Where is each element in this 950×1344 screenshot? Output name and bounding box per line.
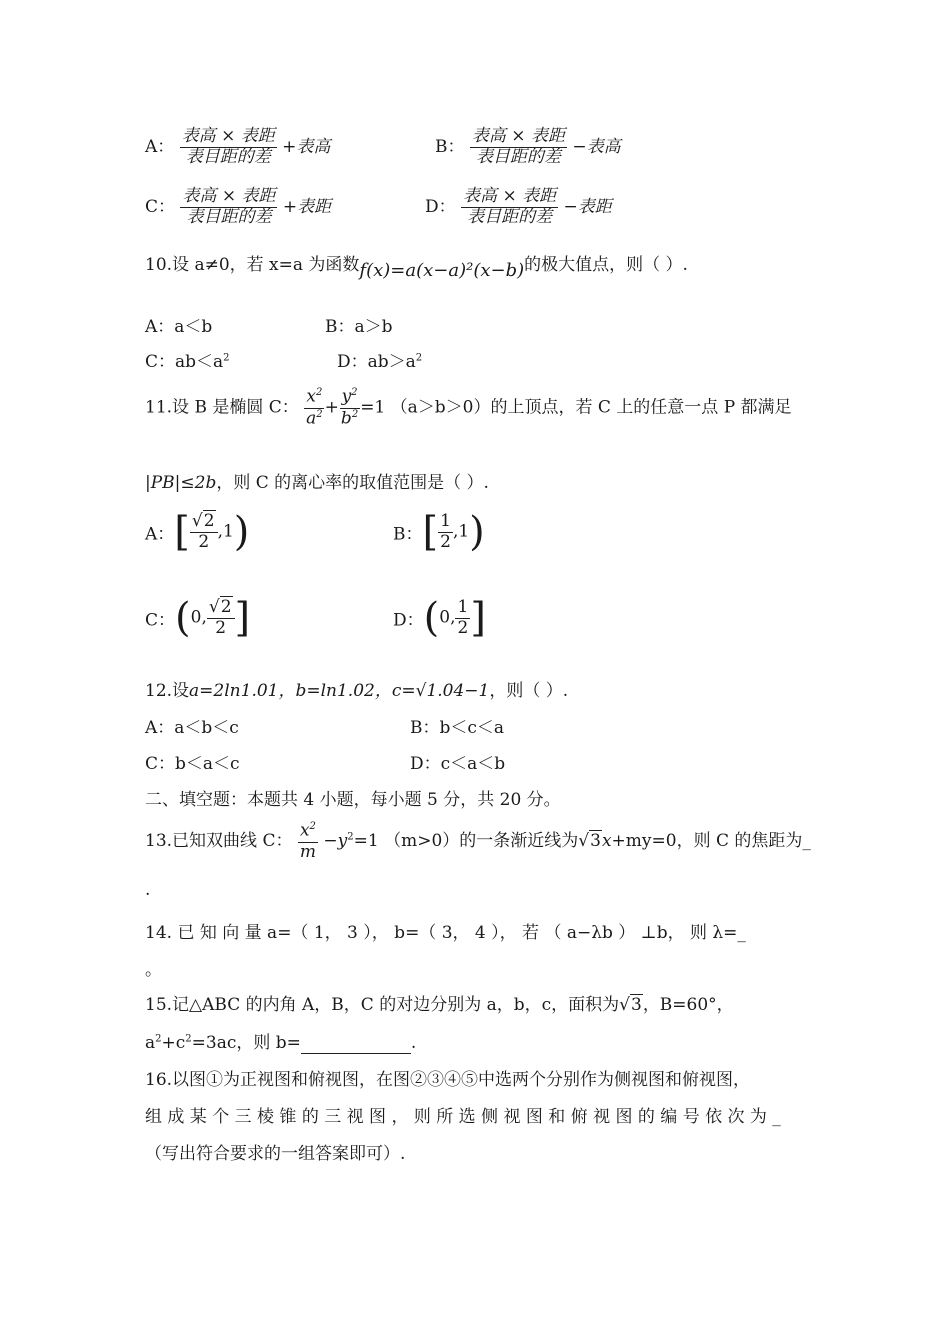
q11-stem: 11.设 B 是椭圆 C： $\frac{x^2}{a^2}$ + $\frac{y^2}{b^2}$ =1 （a＞b＞0）的上顶点，若 C 上的任意一点 P 都满足 [145,386,792,429]
q9-option-c: C： $\frac{\text{表高 × 表距}}{\text{表目距的差}}$ +表距 [145,186,332,227]
q12-option-a: A：a＜b＜c [145,718,239,738]
q13-stem: 13.已知双曲线 C： $\frac{x^2}{m}$ $-y^2=1$ （m>0）的一条渐近线为√3x+my=0，则 C 的焦距为_ [145,820,811,862]
q15-stem: 15.记△ABC 的内角 A，B，C 的对边分别为 a，b，c，面积为√3，B=60°， [145,995,734,1015]
q9-a-denominator: 表目距的差 [185,146,271,167]
q11-option-c: C：(0, $\frac{√2}{2}$ ] [145,595,251,641]
q10-option-a: A：a＜b [145,317,213,337]
q12-stem: 12.设a=2ln1.01，b=ln1.02，c=√1.04−1，则（ ）. [145,681,569,701]
q9-option-b: B： $\frac{\text{表高 × 表距}}{\text{表目距的差}}$ −表高 [435,126,621,167]
q10-formula: f(x)=a(x−a)²(x−b) [359,260,525,281]
answer-blank[interactable] [301,1033,411,1054]
q12-option-b: B：b＜c＜a [410,718,505,738]
q12-formula: a=2ln1.01，b=ln1.02，c=√1.04−1 [189,681,490,701]
q10-stem: 10.设 a≠0，若 x=a 为函数f(x)=a(x−a)²(x−b)的极大值点，则（ ）. [145,255,688,281]
q9-option-d: D： $\frac{\text{表高 × 表距}}{\text{表目距的差}}$ −表距 [425,186,612,227]
q11-option-a: A：[ $\frac{√2}{2}$ ,1) [145,509,250,555]
q9-a-numerator: 表高 × 表距 [181,126,275,146]
q9-option-a: A： $\frac{\text{表高 × 表距}}{\text{表目距的差}}$ +表高 [145,126,331,167]
q11-option-d: D：(0, $\frac{1}{2}$ ] [393,595,486,641]
q10-option-c: C：$ab<a^2$ [145,352,230,372]
q11-stem-line2: |PB|≤2b，则 C 的离心率的取值范围是（ ）. [145,473,489,493]
q15-stem-line2: $a^2+c^2=3ac$，则 b= . [145,1033,417,1053]
q12-option-d: D：c＜a＜b [410,754,506,774]
q16-stem: 16.以图①为正视图和俯视图，在图②③④⑤中选两个分别作为侧视图和俯视图， [145,1070,751,1090]
q12-option-c: C：b＜a＜c [145,754,240,774]
q14-stem: 14. 已 知 向 量 a=（ 1， 3 ）， b=（ 3， 4 ）， 若 （ a−λb ） ⊥b， 则 λ=_ [145,923,746,943]
q10-option-b: B：a＞b [325,317,393,337]
q11-option-b: B：[ $\frac{1}{2}$ ,1) [393,509,485,555]
section-heading: 二、填空题：本题共 4 小题，每小题 5 分，共 20 分。 [145,790,561,810]
q10-option-d: D：$ab>a^2$ [337,352,423,372]
